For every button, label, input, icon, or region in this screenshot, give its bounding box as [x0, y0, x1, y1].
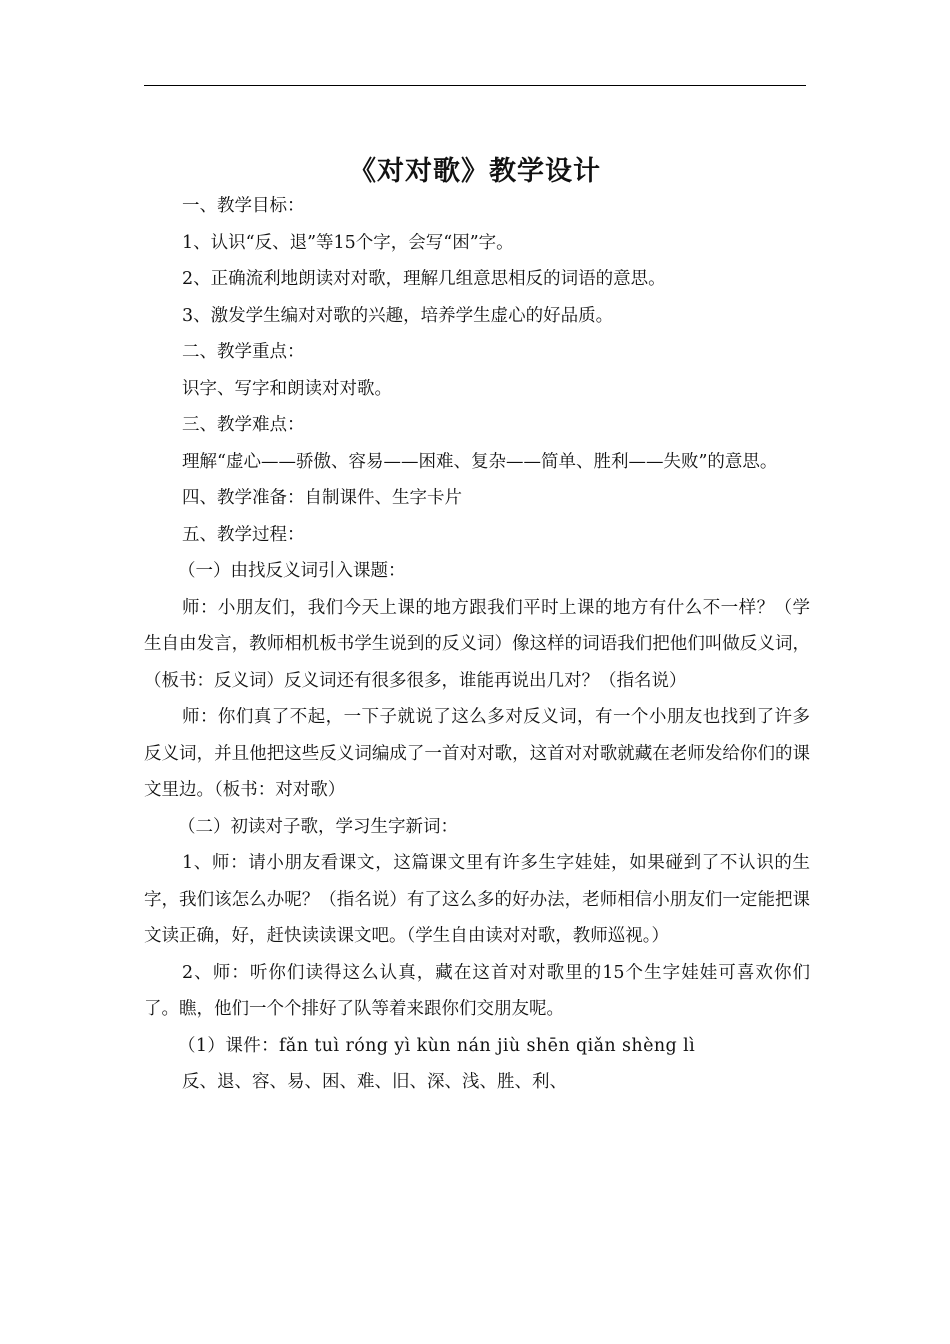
- paragraph: 理解“虚心——骄傲、容易——困难、复杂——简单、胜利——失败”的意思。: [182, 451, 778, 472]
- pinyin-line: （1）课件：fǎn tuì róng yì kùn nán jiù shēn qiǎn shèng lì: [178, 1035, 696, 1056]
- section-heading: 一、教学目标：: [182, 196, 305, 216]
- paragraph: 师：小朋友们，我们今天上课的地方跟我们平时上课的地方有什么不一样？（学生自由发言，教师相机板书学生说到的反义词）像这样的词语我们把他们叫做反义词，（板书：反义词）反义词还有很多很多，谁能再说出几对？（指名说）: [144, 597, 810, 691]
- paragraph: 3、激发学生编对对歌的兴趣，培养学生虚心的好品质。: [182, 305, 614, 326]
- header-rule: [144, 85, 806, 86]
- section-heading: 五、教学过程：: [182, 524, 305, 545]
- document-body: [144, 188, 810, 1101]
- paragraph: 师：你们真了不起，一下子就说了这么多对反义词，有一个小朋友也找到了许多反义词，并且他把这些反义词编成了一首对对歌，这首对对歌就藏在老师发给你们的课文里边。（板书：对对歌）: [144, 707, 810, 800]
- paragraph: 1、认识“反、退”等15个字，会写“困”字。: [182, 232, 514, 253]
- section-heading: 三、教学难点：: [182, 415, 305, 435]
- paragraph: 1、师：请小朋友看课文，这篇课文里有许多生字娃娃，如果碰到了不认识的生字，我们该怎么办呢？（指名说）有了这么多的好办法，老师相信小朋友们一定能把课文读正确，好，赶快读读课文吧。（学生自由读对对歌，教师巡视。）: [144, 853, 810, 946]
- paragraph: 四、教学准备：自制课件、生字卡片: [182, 488, 462, 508]
- character-list: 反、退、容、易、困、难、旧、深、浅、胜、利、: [182, 1072, 567, 1092]
- subsection-heading: （二）初读对子歌，学习生字新词：: [178, 816, 458, 837]
- section-heading: 二、教学重点：: [182, 342, 305, 362]
- subsection-heading: （一）由找反义词引入课题：: [178, 561, 406, 581]
- document-title: 《对对歌》教学设计: [349, 156, 601, 188]
- paragraph: 2、正确流利地朗读对对歌，理解几组意思相反的词语的意思。: [182, 269, 666, 289]
- paragraph: 识字、写字和朗读对对歌。: [182, 378, 392, 399]
- paragraph: 2、师：听你们读得这么认真，藏在这首对对歌里的15个生字娃娃可喜欢你们了。瞧，他们一个个排好了队等着来跟你们交朋友呢。: [144, 962, 810, 1019]
